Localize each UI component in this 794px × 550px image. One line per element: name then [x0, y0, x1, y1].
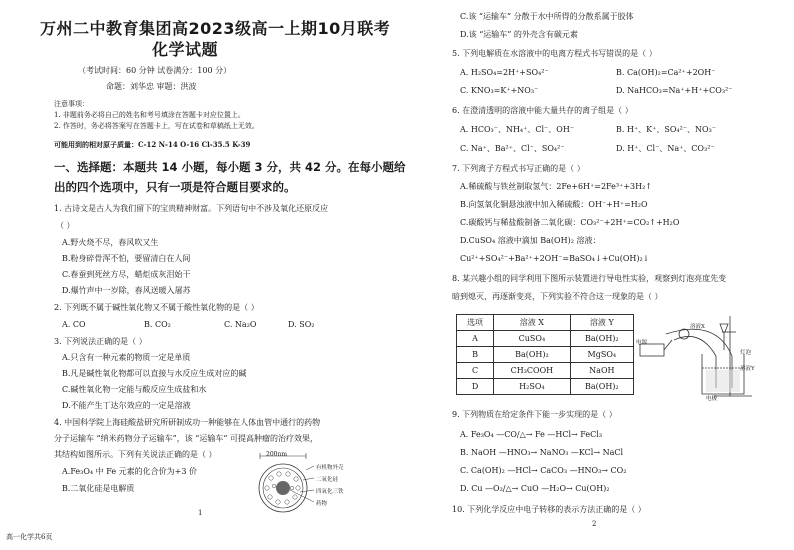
table-cell: A [457, 331, 494, 347]
q8-options-table [456, 314, 634, 395]
q5-option-d: D. NaHCO₃=Na⁺+H⁺+CO₃²⁻ [616, 86, 733, 95]
q6-option-d: D. H⁺、Cl⁻、Na⁺、CO₃²⁻ [616, 144, 715, 153]
table-cell: C [457, 363, 494, 379]
figure-label-silica: 二氧化硅 [316, 477, 339, 483]
q9-option-a: A. Fe₃O₄ —CO/△→ Fe —HCl→ FeCl₃ [460, 430, 603, 439]
q6-stem: 6. 在澄清透明的溶液中能大量共存的离子组是（ ） [452, 106, 633, 115]
q4-stem-line1: 4. 中国科学院上海硅酸盐研究所研制成功一种能够在人体血管中通行的药物 [54, 418, 321, 427]
q7-option-a: A.稀硫酸与铁丝制取氢气：2Fe+6H⁺=2Fe³⁺+3H₂↑ [460, 182, 652, 191]
q1-option-a: A.野火烧不尽，春风吹又生 [62, 238, 159, 247]
apparatus-label-solution-y: 溶液Y [740, 366, 755, 372]
figure-label-fe3o4: 四氧化三铁 [316, 489, 344, 495]
atomic-masses: 可能用到的相对原子质量：C-12 N-14 O-16 Cl-35.5 K-39 [54, 140, 251, 149]
q3-option-d: D.不能产生丁达尔效应的一定是溶液 [62, 401, 191, 410]
page-footer: 高一化学共6页 [6, 533, 53, 541]
q5-stem: 5. 下列电解质在水溶液中的电离方程式书写错误的是（ ） [452, 49, 657, 58]
q6-option-c: C. Na⁺、Ba²⁺、Cl⁻、SO₄²⁻ [460, 144, 565, 153]
q3-option-b: B.凡是碱性氧化物都可以直接与水反应生成对应的碱 [62, 369, 247, 378]
page-number-1: 1 [198, 509, 203, 517]
table-cell: D [457, 379, 494, 395]
q9-stem: 9. 下列物质在给定条件下能一步实现的是（ ） [452, 410, 617, 419]
q9-option-d: D. Cu —O₂/△→ CuO —H₂O→ Cu(OH)₂ [460, 484, 610, 493]
q8-stem-line2: 暗到熄灭，再逐渐变亮，下列实验不符合这一现象的是（ ） [452, 292, 663, 301]
q5-option-a: A. H₂SO₄=2H⁺+SO₄²⁻ [460, 68, 549, 77]
section-heading-line1: 一、选择题：本题共 14 小题，每小题 3 分，共 42 分。在每小题给 [54, 160, 406, 174]
section-heading-line2: 出的四个选项中，只有一项是符合题目要求的。 [54, 180, 296, 194]
table-cell: H₂SO₄ [494, 379, 571, 395]
q4-option-d: D.该 “运输车” 的外壳含有碳元素 [460, 30, 578, 39]
q1-stem-line1: 1. 古诗文是古人为我们留下的宝贵精神财富。下列语句中不涉及氧化还原反应 [54, 204, 329, 213]
right-page [404, 0, 794, 550]
q2-option-b: B. CO₂ [144, 320, 171, 329]
table-row [457, 347, 634, 363]
notes-heading: 注意事项： [54, 100, 89, 108]
q5-option-c: C. KNO₃=K⁺+NO₃⁻ [460, 86, 539, 95]
table-row [457, 379, 634, 395]
table-header-cell: 选项 [457, 315, 494, 331]
q2-option-c: C. Na₂O [224, 320, 257, 329]
table-row [457, 363, 634, 379]
q8-stem-line1: 8. 某兴趣小组的同学利用下图所示装置进行导电性实验，观察到灯泡亮度先变 [452, 274, 727, 283]
q1-option-d: D.爆竹声中一岁除，春风送暖入屠苏 [62, 286, 191, 295]
q6-option-b: B. H⁺、K⁺、SO₄²⁻、NO₃⁻ [616, 125, 717, 134]
q2-option-a: A. CO [62, 320, 86, 329]
q4-option-a: A.Fe₃O₄ 中 Fe 元素的化合价为+3 价 [62, 467, 197, 476]
q3-option-a: A.只含有一种元素的物质一定是单质 [62, 353, 191, 362]
q1-option-c: C.春蚕到死丝方尽，蜡炬成灰泪始干 [62, 270, 191, 279]
q2-option-d: D. SO₂ [288, 320, 315, 329]
exam-title-line1: 万州二中教育集团高2023级高一上期10月联考 [40, 19, 391, 38]
table-row [457, 331, 634, 347]
page-number-2: 2 [592, 520, 597, 528]
q1-stem-line2: （ ） [56, 221, 75, 230]
q7-option-c: C.碳酸钙与稀盐酸制备二氧化碳：CO₃²⁻+2H⁺=CO₂↑+H₂O [460, 218, 680, 227]
table-cell: B [457, 347, 494, 363]
table-cell: Ba(OH)₂ [494, 347, 571, 363]
q3-stem: 3. 下列说法正确的是（ ） [54, 337, 147, 346]
figure-label-drug: 药物 [316, 501, 328, 507]
note-2: 2. 作答时，务必将答案写在答题卡上，写在试卷和草稿纸上无效。 [54, 122, 259, 130]
q7-stem: 7. 下列离子方程式书写正确的是（ ） [452, 164, 585, 173]
q9-option-b: B. NaOH —HNO₃→ NaNO₃ —KCl→ NaCl [460, 448, 624, 457]
q4-stem-line2: 分子运输车 “纳米药物分子运输车”，该 “运输车” 可提高肿瘤的治疗效果， [54, 434, 318, 443]
q4-option-c: C.该 “运输车” 分散于水中所得的分散系属于胶体 [460, 12, 634, 21]
table-header-cell: 溶液 Y [570, 315, 633, 331]
apparatus-label-power: 电源 [636, 340, 648, 346]
q7-option-b: B.向氢氧化铜悬浊液中加入稀硫酸：OH⁻+H⁺=H₂O [460, 200, 648, 209]
table-cell: CuSO₄ [494, 331, 571, 347]
figure-size-label: 200nm [266, 451, 288, 458]
q4-option-b: B.二氧化硅是电解质 [62, 484, 135, 493]
exam-info: （考试时间：60 分钟 试卷满分：100 分） [78, 66, 232, 75]
figure-label-organic-shell: 有机物外壳 [316, 465, 344, 471]
q7-option-d-equation: Cu²⁺+SO₄²⁻+Ba²⁺+2OH⁻=BaSO₄↓+Cu(OH)₂↓ [460, 254, 650, 263]
apparatus-label-bulb: 灯泡 [740, 350, 752, 356]
q9-option-c: C. Ca(OH)₂ —HCl→ CaCO₃ —HNO₃→ CO₂ [460, 466, 627, 475]
table-cell: Ba(OH)₂ [570, 331, 633, 347]
q6-option-a: A. HCO₃⁻、NH₄⁺、Cl⁻、OH⁻ [460, 125, 575, 134]
table-cell: NaOH [570, 363, 633, 379]
table-header-row [457, 315, 634, 331]
exam-authors: 命题：刘华忠 审题：洪波 [106, 82, 197, 91]
apparatus-label-solution-x: 溶液X [690, 324, 705, 330]
table-cell: CH₃COOH [494, 363, 571, 379]
q7-option-d: D.CuSO₄ 溶液中滴加 Ba(OH)₂ 溶液： [460, 236, 601, 245]
q1-option-b: B.粉身碎骨浑不怕，要留清白在人间 [62, 254, 191, 263]
apparatus-label-electrode: 电极 [706, 396, 718, 402]
table-cell: Ba(OH)₂ [570, 379, 633, 395]
note-1: 1. 非题前务必将自己的姓名和考号填涂在答题卡对应位置上。 [54, 111, 245, 119]
q5-option-b: B. Ca(OH)₂=Ca²⁺+2OH⁻ [616, 68, 716, 77]
table-header-cell: 溶液 X [494, 315, 571, 331]
q4-stem-line3: 其结构如图所示。下列有关说法正确的是（ ） [54, 450, 217, 459]
exam-title-line2: 化学试题 [152, 40, 219, 59]
q10-stem: 10. 下列化学反应中电子转移的表示方法正确的是（ ） [452, 505, 646, 514]
q2-stem: 2. 下列既不属于碱性氧化物又不属于酸性氧化物的是（ ） [54, 303, 259, 312]
q3-option-c: C.碱性氧化物一定能与酸反应生成盐和水 [62, 385, 207, 394]
table-cell: MgSO₄ [570, 347, 633, 363]
nano-carrier-figure [248, 448, 358, 520]
